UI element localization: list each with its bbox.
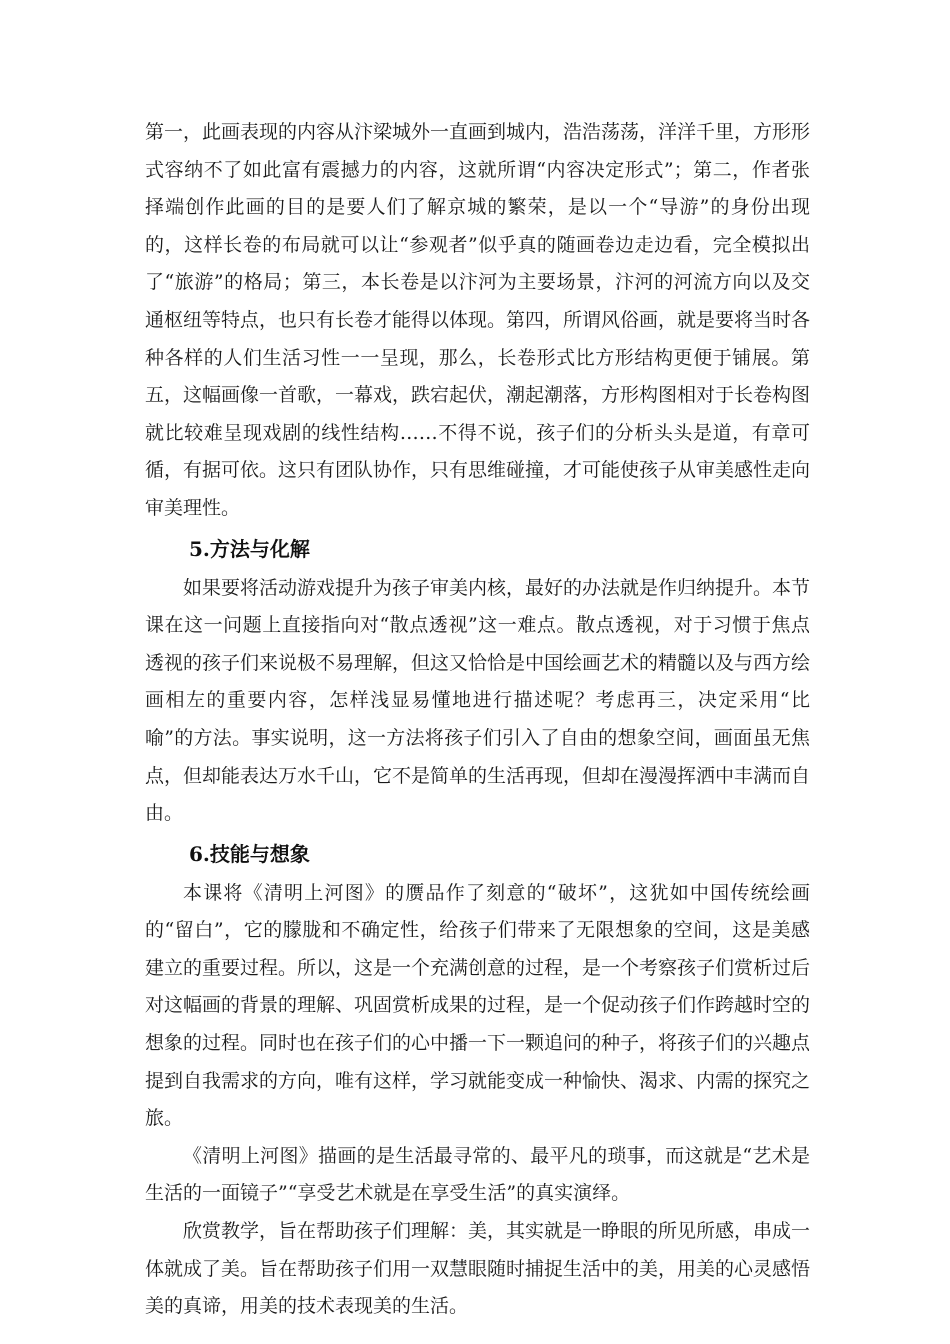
paragraph-conclusion: 欣赏教学，旨在帮助孩子们理解：美，其实就是一睁眼的所见所感，串成一体就成了美。旨在帮助孩子们用一双慧眼随时捕捉生活中的美，用美的心灵感悟美的真谛，用美的技术表现美的生活。	[145, 1220, 811, 1318]
paragraph-methods: 如果要将活动游戏提升为孩子审美内核，最好的办法就是作归纳提升。本节课在这一问题上直接指向对“散点透视”这一难点。散点透视，对于习惯于焦点透视的孩子们来说极不易理解，但这又恰恰是中国绘画艺术的精髓以及与西方绘画相左的重要内容，怎样浅显易懂地进行描述呢？考虑再三，决定采用“比喻”的方法。事实说明，这一方法将孩子们引入了自由的想象空间，画面虽无焦点，但却能表达万水千山，它不是简单的生活再现，但却在漫漫挥洒中丰满而自由。	[145, 576, 811, 825]
paragraph-analysis: 第一，此画表现的内容从汴梁城外一直画到城内，浩浩荡荡，洋洋千里，方形形式容纳不了如此富有震撼力的内容，这就所谓“内容决定形式”；第二，作者张择端创作此画的目的是要人们了解京城的繁荣，是以一个“导游”的身份出现的，这样长卷的布局就可以让“参观者”似乎真的随画卷边走边看，完全模拟出了“旅游”的格局；第三，本长卷是以汴河为主要场景，汴河的河流方向以及交通枢纽等特点，也只有长卷才能得以体现。第四，所谓风俗画，就是要将当时各种各样的人们生活习性一一呈现，那么，长卷形式比方形结构更便于铺展。第五，这幅画像一首歌，一幕戏，跌宕起伏，潮起潮落，方形构图相对于长卷构图就比较难呈现戏剧的线性结构……不得不说，孩子们的分析头头是道，有章可循，有据可依。这只有团队协作，只有思维碰撞，才可能使孩子从审美感性走向审美理性。	[145, 121, 811, 519]
section-heading-methods: 5.方法与化解	[189, 536, 310, 561]
section-heading-skills: 6.技能与想象	[189, 841, 310, 866]
paragraph-skills: 本课将《清明上河图》的赝品作了刻意的“破坏”，这犹如中国传统绘画的“留白”，它的朦胧和不确定性，给孩子们带来了无限想象的空间，这是美感建立的重要过程。所以，这是一个充满创意的过程，是一个考察孩子们赏析过后对这幅画的背景的理解、巩固赏析成果的过程，是一个促动孩子们作跨越时空的想象的过程。同时也在孩子们的心中播一下一颗追问的种子，将孩子们的兴趣点提到自我需求的方向，唯有这样，学习就能变成一种愉快、渴求、内需的探究之旅。	[145, 881, 811, 1130]
document-body	[145, 114, 810, 1326]
paragraph-mirror: 《清明上河图》描画的是生活最寻常的、最平凡的琐事，而这就是“艺术是生活的一面镜子”“享受艺术就是在享受生活”的真实演绎。	[145, 1144, 810, 1205]
